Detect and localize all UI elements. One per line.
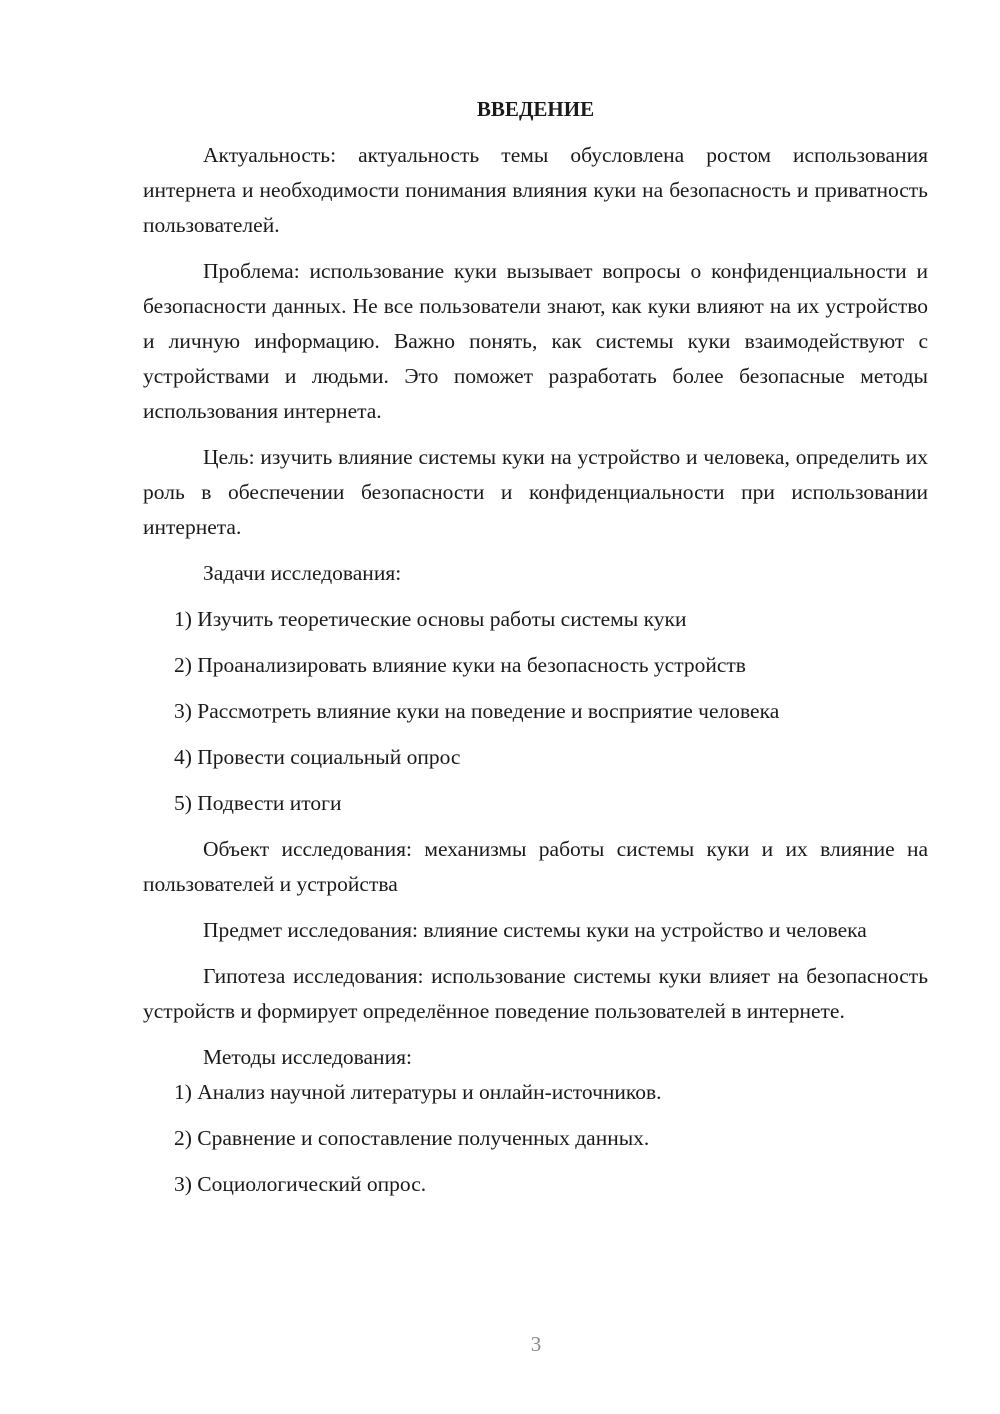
- task-item: 3) Рассмотреть влияние куки на поведение и восприятие человека: [174, 699, 780, 723]
- object-paragraph: Объект исследования: механизмы работы системы куки и их влияние на пользователей и устройства: [143, 837, 928, 896]
- method-item: 3) Социологический опрос.: [174, 1172, 427, 1196]
- tasks-heading: Задачи исследования:: [203, 561, 402, 585]
- method-item: 1) Анализ научной литературы и онлайн-источников.: [174, 1080, 662, 1104]
- page-title: ВВЕДЕНИЕ: [476, 97, 595, 121]
- task-item: 1) Изучить теоретические основы работы системы куки: [174, 607, 687, 631]
- problem-paragraph: Проблема: использование куки вызывает вопросы о конфиденциальности и безопасности данных. Не все пользователи знают, как куки влияют на их устройство и личную информацию. Важно понять, как системы куки взаимодействуют с устройствами и людьми. Это поможет разработать более безопасные методы использования интернета.: [143, 259, 928, 423]
- task-item: 2) Проанализировать влияние куки на безопасность устройств: [174, 653, 746, 677]
- document-page: [143, 92, 928, 1202]
- goal-paragraph: Цель: изучить влияние системы куки на устройство и человека, определить их роль в обеспечении безопасности и конфиденциальности при использовании интернета.: [143, 445, 928, 539]
- hypothesis-paragraph: Гипотеза исследования: использование системы куки влияет на безопасность устройств и формирует определённое поведение пользователей в интернете.: [143, 964, 928, 1023]
- subject-paragraph: Предмет исследования: влияние системы куки на устройство и человека: [203, 918, 867, 942]
- relevance-paragraph: Актуальность: актуальность темы обусловлена ростом использования интернета и необходимости понимания влияния куки на безопасность и приватность пользователей.: [143, 143, 928, 237]
- method-item: 2) Сравнение и сопоставление полученных данных.: [174, 1126, 650, 1150]
- page-number: 3: [530, 1332, 542, 1356]
- task-item: 5) Подвести итоги: [174, 791, 342, 815]
- methods-heading: Методы исследования:: [203, 1045, 412, 1069]
- task-item: 4) Провести социальный опрос: [174, 745, 461, 769]
